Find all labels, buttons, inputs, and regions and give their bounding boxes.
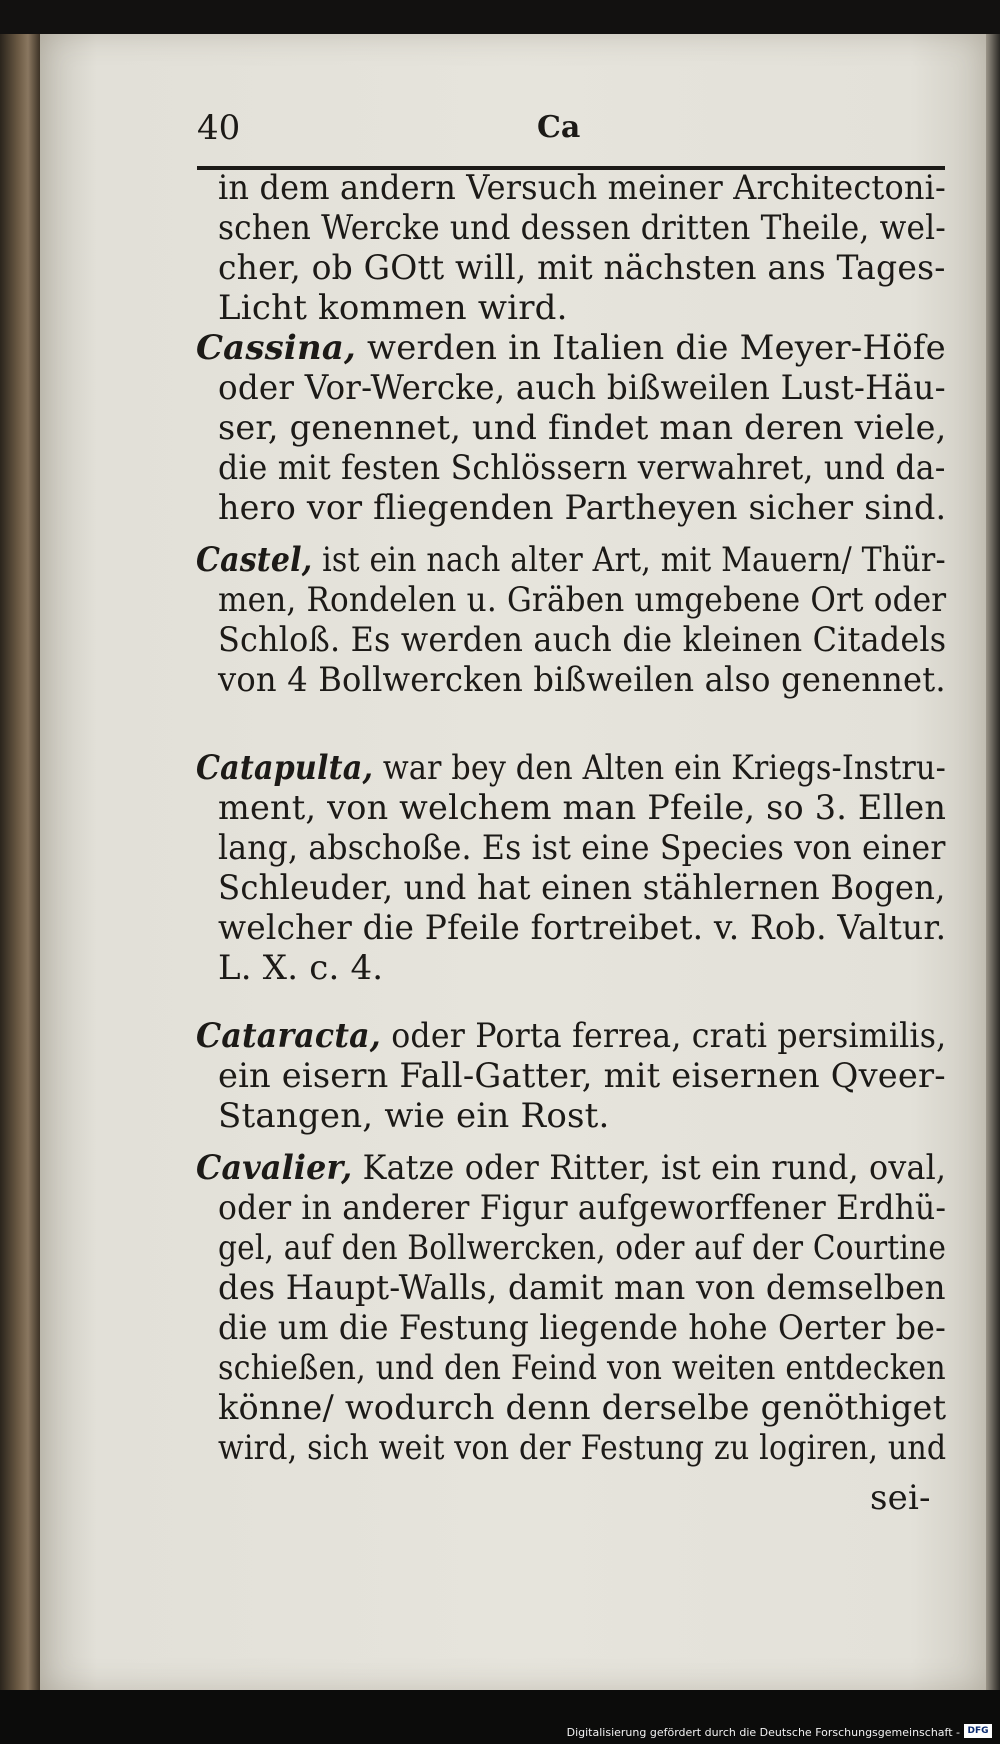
text-line bbox=[218, 1308, 946, 1348]
text-line bbox=[218, 660, 946, 700]
line-text: Schleuder, und hat einen stählernen Bogen, bbox=[218, 868, 946, 908]
line-text: gel, auf den Bollwercken, oder auf der Courtine bbox=[218, 1228, 947, 1268]
line-text: schen Wercke und dessen dritten Theile, wel- bbox=[218, 208, 946, 248]
text-line bbox=[218, 1056, 946, 1096]
text-line bbox=[218, 1188, 946, 1228]
text-line bbox=[218, 788, 946, 828]
lemma: Catapulta, bbox=[196, 748, 374, 788]
text-line bbox=[218, 1428, 946, 1468]
line-text: ment, von welchem man Pfeile, so 3. Ellen bbox=[218, 788, 947, 828]
line-text: werden in Italien die Meyer-Höfe bbox=[356, 328, 946, 368]
entry-line bbox=[196, 1148, 946, 1188]
text-line bbox=[218, 408, 946, 448]
line-text: ser, genennet, und findet man deren viele, bbox=[218, 408, 947, 448]
line-text: des Haupt-Walls, damit man von demselben bbox=[218, 1268, 946, 1308]
text-line bbox=[218, 1388, 946, 1428]
line-text: cher, ob GOtt will, mit nächsten ans Tages- bbox=[218, 248, 946, 288]
text-line bbox=[218, 868, 946, 908]
entry-line bbox=[196, 540, 946, 580]
line-text: Schloß. Es werden auch die kleinen Citadels bbox=[218, 620, 947, 660]
dfg-logo: DFG bbox=[964, 1724, 992, 1738]
line-text: hero vor fliegenden Partheyen sicher sind. bbox=[218, 488, 947, 528]
text-line bbox=[218, 168, 946, 208]
entry-line bbox=[196, 1016, 946, 1056]
text-line bbox=[218, 948, 383, 988]
line-text: L. X. c. 4. bbox=[218, 948, 384, 988]
line-text: oder Porta ferrea, crati persimilis, bbox=[380, 1016, 947, 1056]
text-line bbox=[218, 368, 946, 408]
line-text: oder Vor-Wercke, auch bißweilen Lust-Häu- bbox=[218, 368, 946, 408]
entry-line bbox=[196, 328, 946, 368]
text-line bbox=[218, 288, 568, 328]
text-line bbox=[218, 1268, 946, 1308]
line-text: welcher die Pfeile fortreibet. v. Rob. Valtur. bbox=[218, 908, 947, 948]
line-text: oder in anderer Figur aufgeworffener Erdhü- bbox=[218, 1188, 947, 1228]
lemma: Cavalier, bbox=[196, 1148, 353, 1188]
line-text: schießen, und den Feind von weiten entdecken bbox=[218, 1348, 946, 1388]
text-line bbox=[218, 208, 946, 248]
line-text: lang, abschoße. Es ist eine Species von einer bbox=[218, 828, 946, 868]
line-text: könne/ wodurch denn derselbe genöthiget bbox=[218, 1388, 947, 1428]
line-text: war bey den Alten ein Kriegs-Instru- bbox=[373, 748, 946, 788]
page-number: 40 bbox=[197, 108, 241, 148]
catchword: sei- bbox=[870, 1478, 931, 1518]
line-text: die mit festen Schlössern verwahret, und da- bbox=[218, 448, 946, 488]
lemma: Cassina, bbox=[196, 328, 357, 368]
line-text: Stangen, wie ein Rost. bbox=[218, 1096, 610, 1136]
line-text: men, Rondelen u. Gräben umgebene Ort oder bbox=[218, 580, 947, 620]
text-line bbox=[218, 488, 946, 528]
page-edge bbox=[986, 34, 1000, 1690]
line-text: von 4 Bollwercken bißweilen also genennet. bbox=[218, 660, 946, 700]
text-line bbox=[218, 580, 946, 620]
line-text: die um die Festung liegende hohe Oerter be- bbox=[218, 1308, 946, 1348]
line-text: ein eisern Fall-Gatter, mit eisernen Qveer- bbox=[218, 1056, 946, 1096]
running-head: Ca bbox=[537, 110, 581, 145]
text-line bbox=[218, 620, 946, 660]
text-line bbox=[218, 248, 946, 288]
line-text: wird, sich weit von der Festung zu logiren, und bbox=[218, 1428, 947, 1468]
text-line bbox=[218, 448, 946, 488]
line-text: in dem andern Versuch meiner Architectoni- bbox=[218, 168, 947, 208]
text-line bbox=[218, 1096, 610, 1136]
digitization-credit: Digitalisierung gefördert durch die Deutsche Forschungsgemeinschaft - bbox=[566, 1726, 960, 1739]
lemma: Castel, bbox=[196, 540, 313, 580]
text-line bbox=[218, 828, 946, 868]
text-line bbox=[218, 1228, 946, 1268]
text-line bbox=[218, 1348, 946, 1388]
lemma: Cataracta, bbox=[196, 1016, 381, 1056]
line-text: Licht kommen wird. bbox=[218, 288, 568, 328]
entry-line bbox=[196, 748, 946, 788]
line-text: ist ein nach alter Art, mit Mauern/ Thür- bbox=[312, 540, 946, 580]
text-line bbox=[218, 908, 946, 948]
line-text: Katze oder Ritter, ist ein rund, oval, bbox=[352, 1148, 947, 1188]
